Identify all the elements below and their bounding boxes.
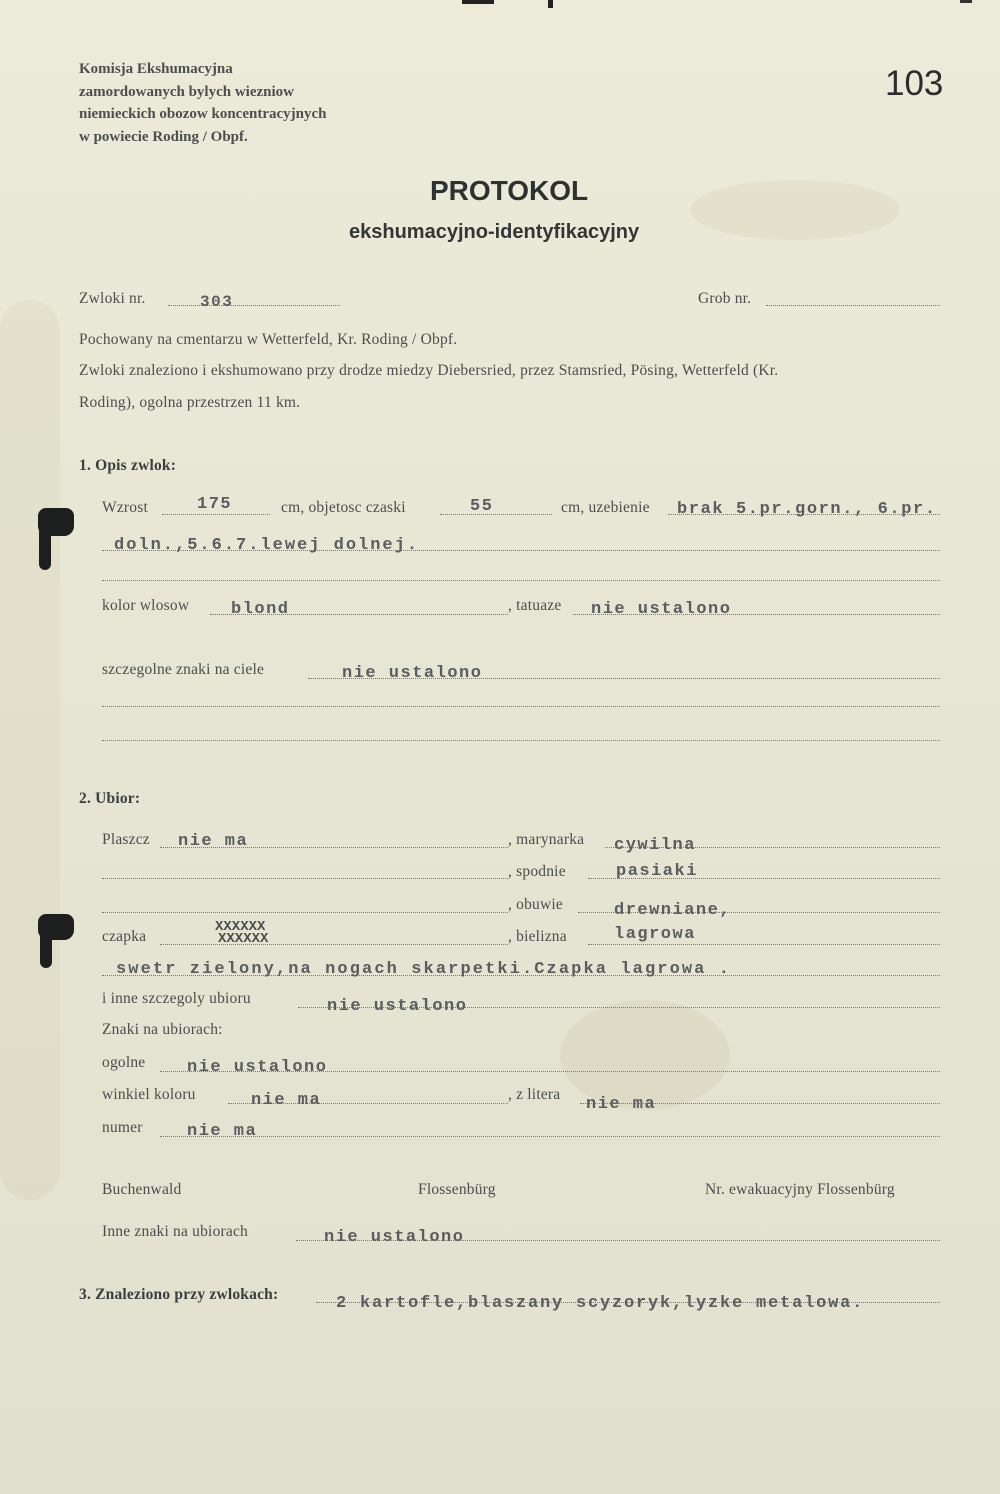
tatuaze-label: , tatuaze (508, 597, 562, 614)
numer-label: numer (102, 1119, 143, 1136)
paper-edge-stain (0, 300, 60, 1200)
grob-label: Grob nr. (698, 290, 752, 307)
plaszcz-label: Plaszcz (102, 831, 150, 848)
czapka-value: XXXXXX (215, 919, 266, 935)
zwloki-dotted-line (168, 305, 340, 306)
wzrost-value: 175 (197, 495, 233, 514)
buchenwald-label: Buchenwald (102, 1181, 182, 1198)
winkiel-value: nie ma (251, 1091, 322, 1110)
dotted-line (102, 706, 940, 707)
uzebienie-label: cm, uzebienie (561, 499, 650, 516)
section-1-heading: 1. Opis zwlok: (79, 457, 177, 474)
bielizna-dotted-line (588, 944, 940, 945)
edge-mark (548, 0, 553, 8)
ogolne-label: ogolne (102, 1054, 146, 1071)
wzrost-label: Wzrost (102, 499, 148, 516)
uzebienie-value-2: doln.,5.6.7.lewej dolnej. (114, 536, 420, 555)
grob-dotted-line (766, 305, 940, 306)
spodnie-value: pasiaki (616, 862, 698, 881)
page-number: 103 (885, 64, 944, 103)
wlosy-label: kolor wlosow (102, 597, 190, 614)
inne-znaki-value: nie ustalono (324, 1228, 465, 1247)
marynarka-value: cywilna (614, 836, 696, 855)
org-line: niemieckich obozow koncentracyjnych (79, 106, 327, 122)
sweter-line: swetr zielony,na nogach skarpetki.Czapka lagrowa . (116, 960, 732, 979)
pochowany-line: Pochowany na cmentarzu w Wetterfeld, Kr. Roding / Obpf. (79, 331, 458, 348)
section-3-heading: 3. Znaleziono przy zwlokach: (79, 1286, 279, 1303)
znaki-na-ciele-value: nie ustalono (342, 664, 483, 683)
wlosy-value: blond (231, 600, 290, 619)
zwloki-label: Zwloki nr. (79, 290, 146, 307)
czapka-dotted-line (160, 944, 508, 945)
inne-szczegoly-label: i inne szczegoly ubioru (102, 990, 251, 1007)
spodnie-label: , spodnie (508, 863, 566, 880)
czaszka-value: 55 (470, 497, 494, 516)
ewakuacyjny-label: Nr. ewakuacyjny Flossenbürg (705, 1181, 895, 1198)
binder-hole-mark (40, 932, 52, 968)
znaki-ubiorach-heading: Znaki na ubiorach: (102, 1021, 223, 1038)
litera-value: nie ma (586, 1095, 657, 1114)
document-title: PROTOKOL (430, 175, 589, 206)
org-line: zamordowanych bylych wiezniow (79, 83, 294, 100)
czaszka-dotted-line (440, 514, 552, 515)
czapka-label: czapka (102, 928, 147, 945)
tatuaze-value: nie ustalono (591, 600, 732, 619)
numer-value: nie ma (187, 1122, 258, 1141)
znaki-na-ciele-label: szczegolne znaki na ciele (102, 661, 265, 678)
org-line: Komisja Ekshumacyjna (79, 61, 233, 77)
czapka-value-overstrike: XXXXXX (218, 931, 269, 947)
bielizna-value: lagrowa (614, 925, 696, 944)
org-line: w powiecie Roding / Obpf. (79, 128, 248, 145)
marynarka-label: , marynarka (508, 831, 585, 848)
litera-label: , z litera (508, 1086, 561, 1103)
cm-objetosc-label: cm, objetosc czaski (281, 499, 406, 516)
section-2-heading: 2. Ubior: (79, 790, 141, 807)
dotted-line (102, 878, 508, 879)
binder-hole-mark (39, 528, 51, 570)
winkiel-label: winkiel koloru (102, 1086, 196, 1103)
zwloki-value: 303 (200, 293, 234, 311)
paper-stain (560, 1000, 730, 1110)
ogolne-value: nie ustalono (187, 1058, 328, 1077)
inne-szczegoly-value: nie ustalono (327, 997, 468, 1016)
wzrost-dotted-line (162, 514, 270, 515)
inne-znaki-label: Inne znaki na ubiorach (102, 1223, 248, 1240)
plaszcz-value: nie ma (178, 832, 249, 851)
edge-mark (462, 0, 494, 4)
edge-mark (960, 0, 972, 3)
dotted-line (102, 740, 940, 741)
flossenburg-label: Flossenbürg (418, 1181, 496, 1198)
znaleziono-line-1: Zwloki znaleziono i ekshumowano przy drodze miedzy Diebersried, przez Stamsried, Pösing, Wetterfeld (Kr. (79, 362, 779, 379)
bielizna-label: , bielizna (508, 928, 567, 945)
dotted-line (102, 912, 508, 913)
obuwie-label: , obuwie (508, 896, 563, 913)
numer-dotted-line (160, 1136, 940, 1137)
obuwie-value: drewniane, (614, 901, 732, 920)
section-3-value: 2 kartofle,blaszany scyzoryk,lyzke metalowa. (336, 1294, 865, 1313)
organization-header (79, 58, 326, 148)
document-subtitle: ekshumacyjno-identyfikacyjny (349, 221, 640, 243)
znaleziono-line-2: Roding), ogolna przestrzen 11 km. (79, 394, 301, 411)
uzebienie-value: brak 5.pr.gorn., 6.pr. (677, 500, 937, 519)
dotted-line (102, 580, 940, 581)
paper-stain (690, 180, 900, 240)
